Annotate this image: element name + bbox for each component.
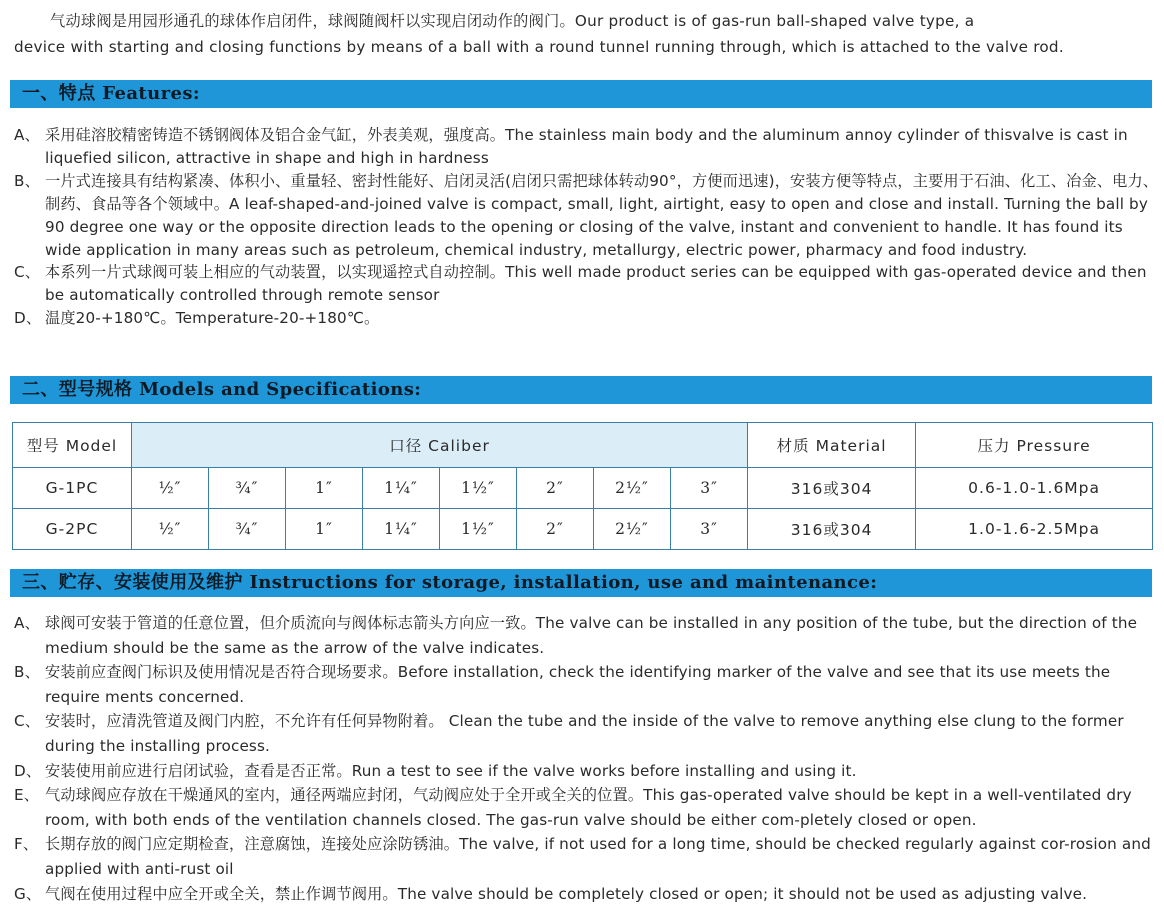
intro-line-2: device with starting and closing functions by means of a ball with a round tunnel running through, which is attached to the valve rod.: [14, 38, 1064, 56]
feature-text: 采用硅溶胶精密铸造不锈钢阀体及铝合金气缸，外表美观，强度高。The stainless main body and the aluminum annoy cylinder of thisvalve is cast in liquefied silicon, attractive in shape and high in hardness: [45, 126, 1128, 167]
feature-letter: D、: [14, 309, 42, 328]
caliber-cell: 1½″: [440, 509, 517, 550]
caliber-cell: ½″: [132, 509, 209, 550]
caliber-cell: ½″: [132, 468, 209, 509]
instruction-letter: D、: [14, 761, 42, 780]
table-row: [13, 468, 1153, 509]
caliber-cell: 1″: [286, 509, 363, 550]
pressure-cell: 1.0-1.6-2.5Mpa: [916, 509, 1153, 550]
instruction-letter: E、: [14, 786, 40, 805]
feature-letter: A、: [14, 126, 40, 144]
feature-item-a: [14, 124, 1160, 170]
feature-text: 本系列一片式球阀可装上相应的气动装置，以实现遥控式自动控制。This well made product series can be equipped with gas-operated device and then be automatically controlled through remote sensor: [45, 263, 1147, 305]
feature-text: 温度20-+180℃。Temperature-20-+180℃。: [45, 309, 380, 328]
feature-text: 一片式连接具有结构紧凑、体积小、重量轻、密封性能好、启闭灵活(启闭只需把球体转动90°，方便而迅速)，安装方便等特点，主要用于石油、化工、冶金、电力、制药、食品等各个领域中。A leaf-shaped-and-joined valve is compact, small, light, airtight, easy to open and close and install. Turning the ball by 90 degree one way or the opposite direction leads to the opening or closing of the valve, instant and convenient to handle. It has found its wide application in many areas such as petroleum, chemical industry, metallurgy, electric power, pharmacy and food industry.: [45, 171, 1159, 259]
feature-item-c: [14, 261, 1160, 307]
instruction-item-b: [14, 660, 1160, 709]
table-header-row: [13, 423, 1153, 468]
instruction-letter: A、: [14, 614, 40, 632]
instruction-text: 安装时，应清洗管道及阀门内腔，不允许有任何异物附着。 Clean the tube and the inside of the valve to remove anything else clung to the former during the installing process.: [45, 712, 1124, 755]
features-list: [14, 124, 1160, 330]
caliber-cell: 2½″: [594, 468, 671, 509]
intro-paragraph: [14, 8, 1160, 60]
instruction-text: 气动球阀应存放在干燥通风的室内，通径两端应封闭，气动阀应处于全开或全关的位置。This gas-operated valve should be kept in a well-ventilated dry room, with both ends of the ventilation channels closed. The gas-run valve should be either com-pletely closed or open.: [45, 786, 1132, 829]
model-cell: G-2PC: [13, 509, 132, 550]
caliber-cell: 2″: [517, 509, 594, 550]
instruction-letter: F、: [14, 835, 39, 854]
caliber-cell: ¾″: [209, 509, 286, 550]
models-heading: 二、型号规格 Models and Specifications:: [22, 379, 422, 400]
features-heading: 一、特点 Features:: [22, 83, 200, 104]
specifications-table: [12, 422, 1153, 550]
instructions-list: [14, 611, 1160, 906]
instruction-letter: C、: [14, 712, 41, 731]
caliber-cell: 1¼″: [363, 468, 440, 509]
material-column-header: 材质 Material: [748, 423, 916, 468]
instruction-text: 长期存放的阀门应定期检查，注意腐蚀，连接处应涂防锈油。The valve, if not used for a long time, should be checked regularly against cor-rosion and applied with anti-rust oil: [45, 835, 1151, 878]
caliber-cell: 1½″: [440, 468, 517, 509]
caliber-cell: 1″: [286, 468, 363, 509]
caliber-column-header: 口径 Caliber: [132, 423, 748, 468]
instruction-item-a: [14, 611, 1160, 660]
table-row: [13, 509, 1153, 550]
instruction-item-f: [14, 832, 1160, 881]
model-cell: G-1PC: [13, 468, 132, 509]
caliber-cell: 2″: [517, 468, 594, 509]
material-cell: 316或304: [748, 509, 916, 550]
instruction-text: 安装使用前应进行启闭试验，查看是否正常。Run a test to see if the valve works before installing and using it.: [45, 761, 857, 780]
feature-item-b: [14, 170, 1160, 262]
instruction-text: 球阀可安装于管道的任意位置，但介质流向与阀体标志箭头方向应一致。The valve can be installed in any position of the tube, but the direction of the medium should be the same as the arrow of the valve indicates.: [45, 614, 1138, 657]
instruction-item-d: [14, 759, 1160, 784]
intro-line-1: 气动球阀是用园形通孔的球体作启闭件，球阀随阀杆以实现启闭动作的阀门。Our product is of gas-run ball-shaped valve type, a: [50, 12, 975, 30]
instruction-item-g: [14, 882, 1160, 907]
feature-letter: C、: [14, 263, 41, 282]
caliber-cell: 3″: [671, 509, 748, 550]
caliber-cell: 1¼″: [363, 509, 440, 550]
caliber-cell: 2½″: [594, 509, 671, 550]
caliber-cell: 3″: [671, 468, 748, 509]
models-heading-bar: [10, 376, 1152, 404]
instructions-heading-bar: [10, 569, 1152, 597]
instruction-text: 气阀在使用过程中应全开或全关，禁止作调节阀用。The valve should be completely closed or open; it should not be used as adjusting valve.: [45, 884, 1088, 903]
instruction-item-c: [14, 709, 1160, 758]
pressure-column-header: 压力 Pressure: [916, 423, 1153, 468]
material-cell: 316或304: [748, 468, 916, 509]
features-heading-bar: [10, 80, 1152, 108]
instruction-letter: G、: [14, 884, 42, 903]
model-column-header: 型号 Model: [13, 423, 132, 468]
instruction-item-e: [14, 783, 1160, 832]
feature-letter: B、: [14, 171, 40, 190]
pressure-cell: 0.6-1.0-1.6Mpa: [916, 468, 1153, 509]
instruction-text: 安装前应查阀门标识及使用情况是否符合现场要求。Before installation, check the identifying marker of the valve and see that its use meets the require ments concerned.: [45, 663, 1111, 706]
instruction-letter: B、: [14, 663, 40, 682]
feature-item-d: [14, 307, 1160, 330]
caliber-cell: ¾″: [209, 468, 286, 509]
instructions-heading: 三、贮存、安装使用及维护 Instructions for storage, installation, use and maintenance:: [22, 572, 878, 593]
